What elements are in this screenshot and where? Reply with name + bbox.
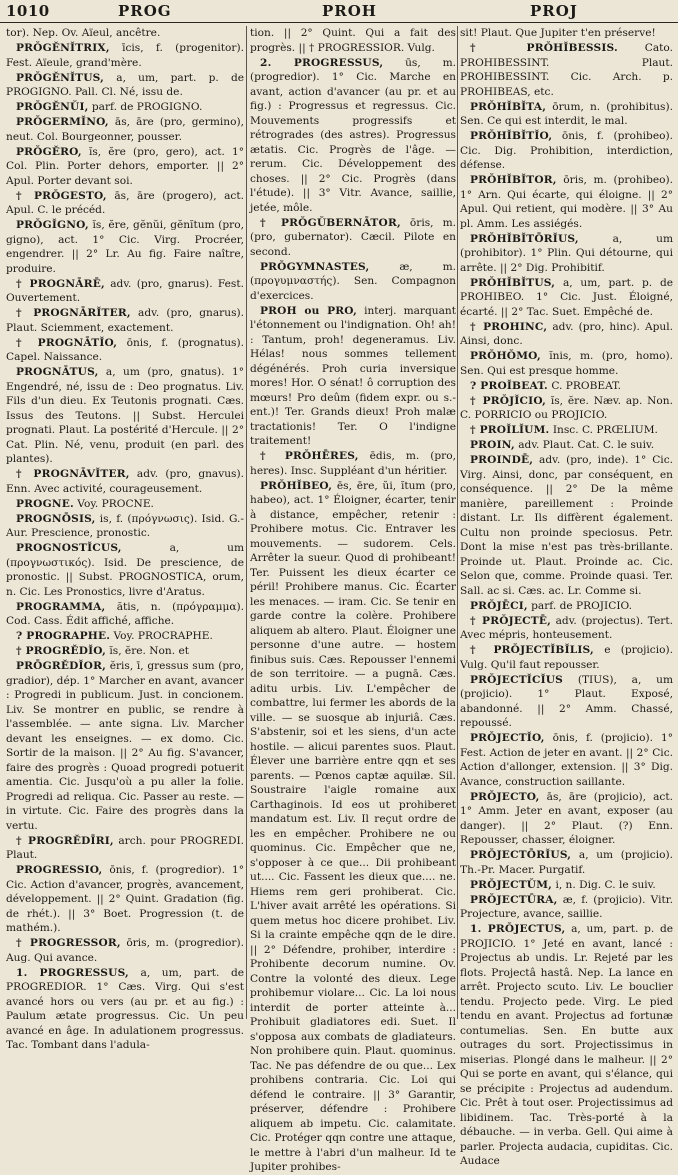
dictionary-entry <box>250 304 456 449</box>
dictionary-entry <box>250 260 456 304</box>
dictionary-entry <box>460 643 673 672</box>
entry-definition: C. PROBEAT. <box>551 379 622 392</box>
entry-definition: adv. (projectus). Tert. Avec mépris, honteusement. <box>460 614 673 641</box>
running-head-left: PROG <box>118 2 172 20</box>
entry-definition: ēs, ēre, ŭi, ĭtum (pro, habeo), act. 1° Éloigner, écarter, tenir à distance, empêcher, retenir : Prohibere motus. Cic. Entraver les mouvements. — sudorem. Cels. Arrêter la sueur. Quod di prohibeant! Ter. Puissent les dieux écarter ce péril! Prohibere manus. Cic. Écarter les menaces. — iram. Cic. Se tenir en garde contre la colère. Prohibere aliquem ab altero. Plaut. Éloigner une personne d'une autre. — hostem finibus suis. Cæs. Repousser l'ennemi de son territoire. — a pugnā. Cæs. aditu urbis. Liv. L'empêcher de combattre, lui fermer les abords de la ville. — se suosque ab injuriâ. Cæs. S'abstenir, soi et les siens, d'un acte hostile. — alicui parentes suos. Plaut. Élever une barrière entre qqn et ses parents. — Pœnos captæ aquilæ. Sil. Soustraire l'aigle romaine aux Carthaginois. Id eos ut prohiberet mandatum est. Liv. Il reçut ordre de les en empêcher. Prohibere ne ou quominus. Cic. Empêcher que ne, s'opposer à ce que... Dii prohibeant ut.... Cic. Fassent les dieux que.... ne. Hiems rem geri prohiberat. Cic. L'hiver avait arrêté les opérations. Si quem metus hoc dicere prohibet. Liv. Si la crainte empêche qqn de le dire. || 2° Défendre, prohiber, interdire : Prohibente decorum numine. Ov. Contre la volonté des dieux. Lege prohibemur violare... Cic. La loi nous interdit de porter atteinte à... Prohibuit gladiatores edi. Suet. Il s'opposa aux combats de gladiateurs. Non prohibere quin. Plaut. quominus. Tac. Ne pas défendre de ou que... Lex prohibens contraria. Cic. Loi qui défend le contraire. || 3° Garantir, préserver, défendre : Prohibere aliquem ab impetu. Cic. calamitate. Cic. Protéger qqn contre une attaque, le mettre à l'abri d'un malheur. Id te Jupiter prohibes- <box>250 479 456 1173</box>
entry-headword: ? PROGRAPHE. <box>16 630 111 642</box>
dictionary-entry <box>250 26 456 55</box>
entry-definition: ōris, m. (pro, gubernator). Cæcil. Pilote en second. <box>250 216 457 258</box>
entry-headword: PROGNOSTĬCUS, <box>16 542 122 554</box>
entry-definition: a, um (pro, gnatus). 1° Engendré, né, issu de : Deo prognatus. Liv. Fils d'un dieu. Ex Teutonis prognati. Cæs. Issus des Teutons. || Subst. Herculei prognati. Plaut. La postérité d'Hercule. || 2° Cat. Plin. Né, venu, produit (en parl. des plantes). <box>6 366 244 465</box>
dictionary-entry <box>460 790 673 848</box>
entry-definition: adv. (pro, hinc). Apul. Ainsi, donc. <box>460 320 673 347</box>
column-middle <box>250 26 457 1173</box>
dictionary-entry <box>460 276 673 320</box>
dictionary-entry <box>250 56 456 216</box>
entry-headword: † PROGNĀRĬTER, <box>16 307 131 319</box>
entry-definition: i, n. Dig. C. le suiv. <box>555 878 656 891</box>
entry-headword: PRŎJECTŬM, <box>470 878 553 891</box>
entry-headword: † PRŎJECTĒ, <box>470 614 552 627</box>
running-head-center: PROH <box>322 2 377 20</box>
entry-headword: PROGRESSIO, <box>16 864 103 876</box>
dictionary-entry <box>6 277 244 306</box>
entry-headword: PRŎJĒCI, <box>470 599 528 612</box>
dictionary-entry <box>6 966 244 1053</box>
entry-headword: PRŎHĬBEO, <box>260 479 333 492</box>
dictionary-entry <box>460 349 673 378</box>
entry-definition: ĭs, ĕre. Næv. ap. Non. C. PORRICIO ou PROJICIO. <box>460 394 673 421</box>
entry-headword: † PROGNĀRĒ, <box>16 277 105 290</box>
entry-headword: † PRŎGŬBERNĀTOR, <box>260 216 401 229</box>
dictionary-entry <box>6 863 244 936</box>
entry-definition: adv. (pro, gnarus). Fest. Ouvertement. <box>6 277 244 304</box>
entry-headword: ? PROĬBEAT. <box>470 379 548 392</box>
entry-definition: ōris, m. (prohibeo). 1° Arn. Qui écarte, qui éloigne. || 2° Apul. Qui retient, qui modère. || 3° Au pl. Amm. Les assiégés. <box>460 174 673 230</box>
entry-definition: ĕris, ī, gressus sum (pro, gradior), dép. 1° Marcher en avant, avancer : Progredi in publicum. Just. in concionem. Liv. Se montrer en public, se rendre à l'assemblée. — ante signa. Liv. Marcher devant les enseignes. — ex domo. Cic. Sortir de la maison. || 2° Au fig. S'avancer, faire des progrès : Quoad progredi potuerit amentia. Cic. Jusqu'où a pu aller la folie. Progredi ad reliqua. Cic. Passer au reste. — in virtute. Cic. Faire des progrès dans la vertu. <box>6 660 244 832</box>
entry-headword: PRŌGRĔDĬOR, <box>16 660 106 672</box>
entry-headword: PROIN, <box>470 439 515 451</box>
entry-headword: PRŎHĬBĬTŌRĬUS, <box>470 232 579 245</box>
entry-headword: PRŎGĔNŬI, <box>16 101 89 113</box>
dictionary-entry <box>460 26 673 41</box>
dictionary-entry <box>460 599 673 614</box>
entry-definition: ōnis, f. (projicio). 1° Fest. Action de jeter en avant. || 2° Cic. Action d'allonger, extension. || 3° Dig. Avance, construction saillante. <box>460 732 674 788</box>
entry-definition: a, um (prohibitor). 1° Plin. Qui détourne, qui arrête. || 2° Dig. Prohibitif. <box>460 232 674 274</box>
entry-definition: ĭs, ĕre, gĕnŭi, gĕnĭtum (pro, gigno), act. 1° Cic. Virg. Procréer, engendrer. || 2° Lr. Au fig. Faire naître, produire. <box>6 219 244 275</box>
entry-definition: a, um, part. p. de PROHIBEO. 1° Cic. Just. Éloigné, écarté. || 2° Tac. Suet. Empêché de. <box>460 276 674 318</box>
entry-headword: PROGRAMMA, <box>16 600 106 613</box>
dictionary-entry <box>6 71 244 100</box>
entry-definition: Cato. PROHIBESSINT. Plaut. PROHIBESSINT. Cic. Arch. p. PROHIBEAS, etc. <box>460 42 673 98</box>
entry-headword: PROH ou PRO, <box>260 304 357 317</box>
entry-definition: ās, āre (pro, germino), neut. Col. Bourgeonner, pousser. <box>6 116 244 143</box>
dictionary-entry <box>6 600 244 629</box>
entry-headword: PROGNE. <box>16 497 74 510</box>
entry-headword: PROGNĀTUS, <box>16 366 99 378</box>
entry-headword: PRŎHĬBĬTA, <box>470 100 547 113</box>
entry-definition: ōnis, f. (prohibeo). Cic. Dig. Prohibition, interdiction, défense. <box>460 130 673 171</box>
entry-definition: ūs, m. (progredior). 1° Cic. Marche en avant, action d'avancer (au pr. et au fig.) : Progressus et regressus. Cic. Mouvements progressifs et rétrogrades (des astres). Progressus ætatis. Cic. Progrès de l'âge. — rerum. Cic. Développement des choses. || 2° Cic. Progrès (dans l'étude). || 3° Vitr. Avance, saillie, jetée, môle. <box>250 56 456 214</box>
dictionary-entry <box>6 218 244 276</box>
entry-definition: (TIUS), a, um (projicio). 1° Plaut. Exposé, abandonné. || 2° Amm. Chassé, repoussé. <box>460 673 673 729</box>
entry-definition: a, um, part. p. de PROGIGNO. Pall. Cl. Né, issu de. <box>6 71 245 98</box>
dictionary-entry <box>460 614 673 643</box>
dictionary-entry <box>6 189 244 218</box>
entry-definition: ōris, m. (progredior). Aug. Qui avance. <box>6 937 244 964</box>
dictionary-entry <box>460 100 673 129</box>
entry-headword: PRŎHĬBĬTOR, <box>470 174 557 186</box>
entry-headword: † PROGRESSOR, <box>16 937 121 949</box>
entry-definition: adv. Plaut. Cat. C. le suiv. <box>518 439 655 451</box>
dictionary-entry <box>460 922 673 1169</box>
entry-headword: † PRŎHĒRES, <box>260 450 359 462</box>
entry-headword: PRŎGERMĬNO, <box>16 116 109 128</box>
entry-definition: ās, āre (progero), act. Apul. C. le précéd. <box>6 189 244 216</box>
dictionary-entry <box>460 848 673 877</box>
dictionary-entry <box>6 659 244 833</box>
entry-headword: 1. PROGRESSUS, <box>16 966 129 979</box>
page-number: 1010 <box>6 2 50 20</box>
entry-definition: parf. de PROJICIO. <box>531 599 632 612</box>
dictionary-entry <box>460 893 673 922</box>
entry-definition: Insc. C. PRŒLIUM. <box>552 424 658 436</box>
entry-definition: ēdis, m. (pro, heres). Insc. Suppléant d'un héritier. <box>250 450 456 477</box>
dictionary-entry <box>460 41 673 99</box>
dictionary-entry <box>250 449 456 478</box>
entry-definition: ătis, n. (πρόγραμμα). Cod. Cass. Édit affiché, affiche. <box>6 600 245 627</box>
entry-definition: a, um (προγνωστικός). Isid. De prescience, de pronostic. || Subst. PROGNOSTICA, orum, n. Cic. Les Pronostics, livre d'Aratus. <box>6 542 245 598</box>
dictionary-entry <box>460 731 673 789</box>
dictionary-entry <box>460 423 673 438</box>
entry-headword: PRŎGĬGNO, <box>16 219 89 231</box>
dictionary-entry <box>6 100 244 115</box>
entry-definition: adv. (pro, inde). 1° Cic. Virg. Ainsi, donc, par conséquent, en conséquence. || 2° De la même manière, pareillement : Proinde distant. Lr. Ils diffèrent également. Cultu non proinde speciosus. Petr. Dont la mise n'est pas très-brillante. Proinde ut. Plaut. Proinde ac. Cic. Selon que, comme. Proinde quasi. Ter. Sall. ac si. Cæs. ac. Lr. Comme si. <box>460 454 673 597</box>
entry-headword: PRŎGYMNASTES, <box>260 260 370 273</box>
entry-headword: 1. PRŎJECTUS, <box>470 923 566 935</box>
dictionary-entry <box>460 673 673 731</box>
entry-definition: æ, m. (προγυμναστής). Sen. Compagnon d'exercices. <box>250 260 457 302</box>
entry-definition: tion. || 2° Quint. Qui a fait des progrès. || † PROGRESSIOR. Vulg. <box>250 27 456 54</box>
entry-headword: PRŎHĬBĬTĬO, <box>470 130 553 142</box>
entry-definition: æ, f. (projicio). Vitr. Projecture, avance, saillie. <box>460 893 673 920</box>
running-head-right: PROJ <box>530 2 578 20</box>
entry-headword: PRŎJECTĬCĬUS <box>470 673 564 686</box>
dictionary-entry <box>460 394 673 423</box>
entry-definition: ōrum, n. (prohibitus). Sen. Ce qui est interdit, le mal. <box>460 100 673 127</box>
entry-headword: PROINDĒ, <box>470 454 534 466</box>
entry-headword: † PROGNĀVĬTER, <box>16 468 130 480</box>
dictionary-entry <box>460 438 673 453</box>
entry-definition: adv. (pro, gnarus). Plaut. Sciemment, exactement. <box>6 307 245 334</box>
entry-definition: īcis, f. (progenitor). Fest. Aïeule, grand'mère. <box>6 42 244 69</box>
dictionary-entry <box>6 834 244 863</box>
dictionary-entry <box>460 173 673 231</box>
entry-definition: ās, āre (projicio), act. 1° Amm. Jeter en avant, exposer (au danger). || 2° Plaut. (?) Enn. Repousser, chasser, éloigner. <box>460 790 673 846</box>
entry-headword: † PROĬLĬUM. <box>470 424 550 436</box>
entry-headword: PRŎGĔRO, <box>16 145 82 158</box>
entry-definition: Voy. PROCNE. <box>77 497 154 510</box>
dictionary-entry <box>6 336 244 365</box>
dictionary-entry <box>6 26 244 41</box>
dictionary-entry <box>460 453 673 598</box>
entry-headword: † PRŎJECTĬBĬLIS, <box>470 644 594 656</box>
entry-definition: sit! Plaut. Que Jupiter t'en préserve! <box>460 27 656 39</box>
dictionary-entry <box>6 467 244 496</box>
dictionary-entry <box>6 629 244 644</box>
entry-headword: † PRŎGESTO, <box>16 189 107 202</box>
entry-definition: parf. de PROGIGNO. <box>91 101 203 113</box>
entry-definition: adv. (pro, gnavus). Enn. Avec activité, courageusement. <box>6 468 244 495</box>
column-left <box>6 26 245 1051</box>
dictionary-entry <box>6 541 244 599</box>
entry-headword: PRŎJECTO, <box>470 790 540 803</box>
entry-headword: PRŎHĬBĬTUS, <box>470 276 556 289</box>
entry-definition: tor). Nep. Ov. Aïeul, ancêtre. <box>6 27 161 39</box>
entry-headword: PRŎGĔNĬTRIX, <box>16 42 110 54</box>
entry-headword: † PROHINC, <box>470 320 548 333</box>
dictionary-entry <box>460 320 673 349</box>
entry-headword: 2. PROGRESSUS, <box>260 56 384 69</box>
dictionary-entry <box>6 145 244 189</box>
entry-definition: is, f. (πρόγνωσις). Isid. G.-Aur. Prescience, pronostic. <box>6 512 244 539</box>
entry-headword: † PROGNĀTĬO, <box>16 336 118 349</box>
dictionary-entry <box>460 379 673 394</box>
entry-definition: Voy. PROCRAPHE. <box>113 630 213 642</box>
entry-definition: ĭs, ĕre. Non. et <box>109 645 190 657</box>
entry-headword: † PRŎHĬBESSIS. <box>470 42 618 54</box>
entry-headword: PROGNŌSIS, <box>16 512 96 525</box>
dictionary-entry <box>6 644 244 659</box>
entry-headword: PRŎGĔNĬTUS, <box>16 71 105 84</box>
dictionary-entry <box>6 306 244 335</box>
column-right <box>460 26 674 1167</box>
page-header <box>0 0 678 23</box>
dictionary-entry <box>6 115 244 144</box>
entry-definition: ōnis, f. (progredior). 1° Cic. Action d'avancer, progrès, avancement, développement. || 2° Quint. Gradation (fig. de rhét.). || 3° Boet. Progression (t. de mathém.). <box>6 864 244 934</box>
dictionary-entry <box>460 232 673 276</box>
dictionary-entry <box>250 479 456 1175</box>
dictionary-entry <box>460 878 673 893</box>
dictionary-entry <box>6 41 244 70</box>
dictionary-entry <box>460 129 673 173</box>
dictionary-entry <box>6 512 244 541</box>
entry-headword: PRŎJECTŌRĬUS, <box>470 849 572 861</box>
entry-headword: † PRŎJĬCIO, <box>470 394 547 407</box>
entry-headword: † PROGRĔDĬO, <box>16 645 106 657</box>
dictionary-entry <box>6 936 244 965</box>
entry-headword: † PROGRĔDĪRI, <box>16 834 114 847</box>
entry-definition: a, um, part. p. de PROJICIO. 1° Jeté en avant, lancé : Projectus ab undis. Lr. Rejeté par les flots. Projectâ hastâ. Nep. La lance en arrêt. Projecto scuto. Liv. Le bouclier tendu. Projecto pede. Virg. Le pied tendu en avant. Projectus ad fortunæ contumelias. Sen. En butte aux outrages du sort. Projectissimus in miserias. Plongé dans le malheur. || 2° Qui se porte en avant, qui s'élance, qui se précipite : Projectus ad audendum. Cic. Prêt à tout oser. Projectissimus ad libidinem. Tac. Très-porté à la débauche. — in verba. Gell. Qui aime à parler. Projecta audacia, cupiditas. Cic. Audace <box>460 923 674 1167</box>
entry-definition: ĭs, ĕre (pro, gero), act. 1° Col. Plin. Porter dehors, emporter. || 2° Apul. Porter devant soi. <box>6 145 244 187</box>
dictionary-entry <box>250 216 456 260</box>
entry-definition: e (projicio). Vulg. Qu'il faut repousser. <box>460 644 673 671</box>
dictionary-entry <box>6 497 244 512</box>
entry-headword: PRŎJECTĬO, <box>470 732 545 744</box>
entry-headword: PRŎJECTŪRA, <box>470 893 558 906</box>
entry-definition: a, um, part. de PROGREDIOR. 1° Cæs. Virg. Qui s'est avancé hors ou vers (au pr. et au fig.) : Paulum ætate progressus. Cic. Un peu avancé en âge. In adulationem progressus. Tac. Tombant dans l'adula- <box>6 966 244 1051</box>
entry-definition: arch. pour PROGREDI. Plaut. <box>6 834 245 861</box>
entry-definition: a, um (projicio). Th.-Pr. Macer. Purgatif. <box>460 849 674 876</box>
column-divider <box>457 26 458 1019</box>
dictionary-entry <box>6 365 244 467</box>
entry-headword: PRŎHŎMO, <box>470 350 541 362</box>
entry-definition: interj. marquant l'étonnement ou l'indignation. Oh! ah! : Tantum, proh! degeneramus. Liv. Hélas! nous sommes tellement dégénérés. Proh curia inversique mores! Hor. O sénat! ô corruption des mœurs! Pro deûm (fidem expr. ou s.-ent.)! Ter. Grands dieux! Proh malæ tractationis! Ter. O l'indigne traitement! <box>250 304 456 447</box>
entry-definition: ĭnis, m. (pro, homo). Sen. Qui est presque homme. <box>460 350 673 377</box>
entry-definition: ōnis, f. (prognatus). Capel. Naissance. <box>6 336 244 363</box>
column-divider <box>246 26 247 1019</box>
